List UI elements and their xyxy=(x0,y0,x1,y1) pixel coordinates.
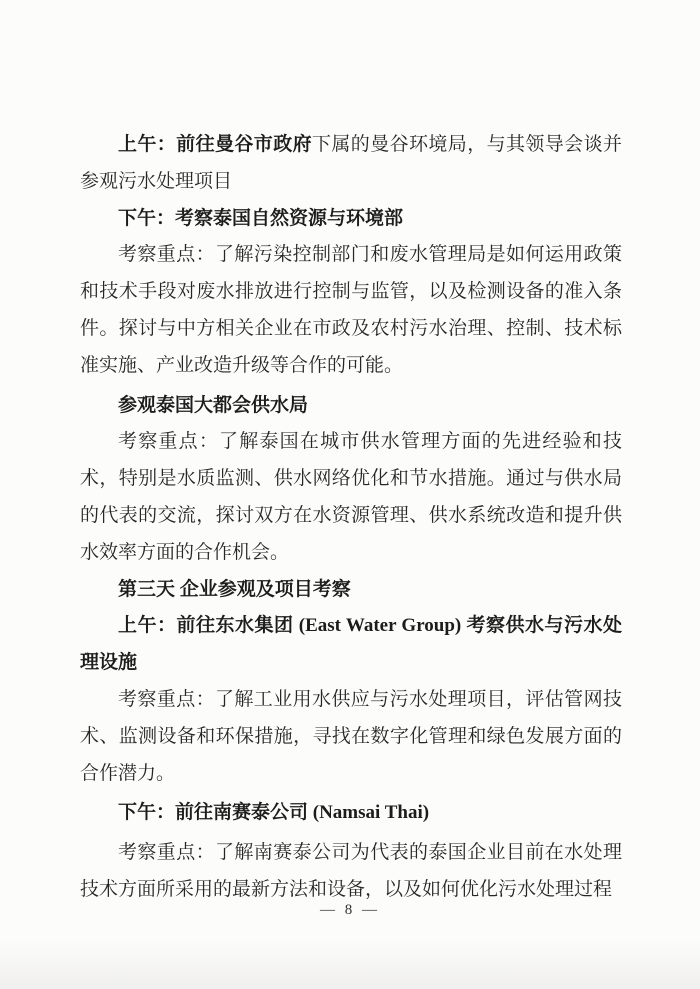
text-run: 参观泰国大都会供水局 xyxy=(118,394,309,416)
text-run: 考察重点：了解污染控制部门和废水管理局是如何运用政策和技术手段对废水排放进行控制与监管，以及检测设备的准入条件。探讨与中方相关企业在市政及农村污水治理、控制、技术标准实施、产业改造升级等合作的可能。 xyxy=(80,244,622,376)
para-day3-morning xyxy=(80,608,622,682)
text-run: 下午：考察泰国自然资源与环境部 xyxy=(118,207,404,229)
para-focus-mwa xyxy=(80,424,622,571)
text-run: 考察重点：了解南赛泰公司为代表的泰国企业目前在水处理技术方面所采用的最新方法和设备，以及如何优化污水处理过程 xyxy=(80,842,622,900)
text-run: 考察重点：了解工业用水供应与污水处理项目，评估管网技术、监测设备和环保措施，寻找在数字化管理和绿色发展方面的合作潜力。 xyxy=(80,688,622,784)
para-focus-east-water xyxy=(80,682,622,792)
text-run: 下属的曼谷环境局，与其领导会谈并参观污水处理项目 xyxy=(80,134,622,192)
text-run: 考察重点：了解泰国在城市供水管理方面的先进经验和技术，特别是水质监测、供水网络优化和节水措施。通过与供水局的代表的交流，探讨双方在水资源管理、供水系统改造和提升供水效率方面的合作机会。 xyxy=(80,431,622,563)
heading-mwa-visit xyxy=(80,388,622,425)
para-day2-afternoon xyxy=(80,201,622,238)
scan-artifact xyxy=(0,939,700,989)
page-number: — 8 — xyxy=(320,902,380,919)
text-run: 上午：前往东水集团 (East Water Group) 考察供水与污水处理设施 xyxy=(80,615,622,674)
para-focus-environment-ministry xyxy=(80,237,622,384)
heading-day3 xyxy=(80,572,622,609)
text-run: 上午：前往曼谷市政府 xyxy=(118,134,312,155)
para-day2-morning xyxy=(80,127,622,201)
text-run: 下午：前往南赛泰公司 (Namsai Thai) xyxy=(118,802,430,824)
text-run: 第三天 企业参观及项目考察 xyxy=(118,578,351,600)
para-day3-afternoon xyxy=(80,795,622,832)
